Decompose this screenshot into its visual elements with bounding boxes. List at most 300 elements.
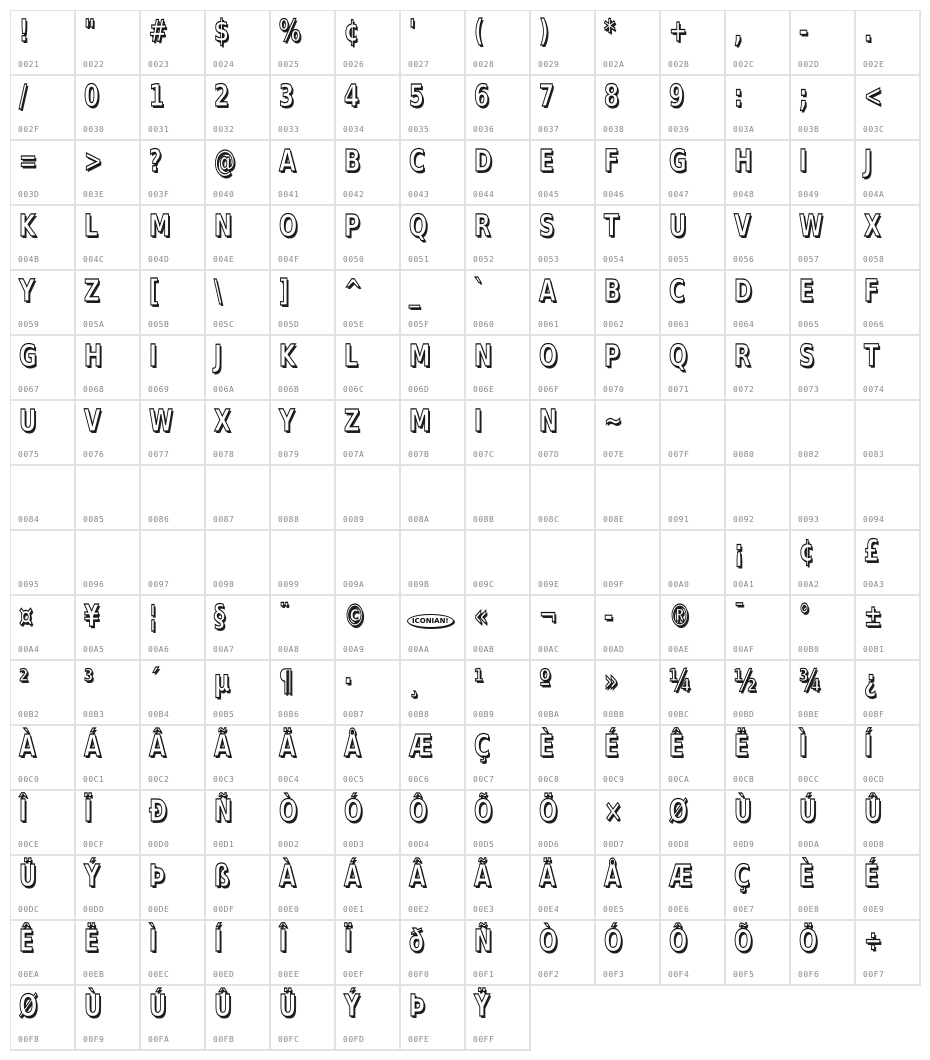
glyph-code-label: 0027 [408,60,430,69]
glyph-cell [11,921,76,986]
glyph-cell [336,76,401,141]
glyph-cell [11,791,76,856]
glyph-preview: ; [799,79,808,114]
glyph-code-label: 004F [278,255,300,264]
glyph-preview: ¨ [279,599,290,634]
glyph-preview: , [734,14,743,49]
glyph-code-label: 00CC [798,775,820,784]
logo-badge-glyph: ICONIAN! [407,614,454,628]
glyph-code-label: 0053 [538,255,560,264]
glyph-preview: > [84,144,103,179]
glyph-cell [401,531,466,596]
glyph-preview: Ú [149,989,167,1024]
glyph-cell [11,726,76,791]
glyph-preview: U [669,209,687,244]
glyph-code-label: 0043 [408,190,430,199]
glyph-cell [401,271,466,336]
glyph-code-label: 00C8 [538,775,560,784]
glyph-code-label: 0040 [213,190,235,199]
glyph-cell [401,466,466,531]
glyph-cell [531,206,596,271]
glyph-preview: ~ [604,404,623,439]
glyph-code-label: 007F [668,450,690,459]
glyph-cell [531,856,596,921]
glyph-preview: \ [214,274,222,309]
glyph-code-label: 0071 [668,385,690,394]
glyph-cell [401,986,466,1051]
glyph-code-label: 00B3 [83,710,105,719]
glyph-code-label: 002F [18,125,40,134]
glyph-code-label: 0070 [603,385,625,394]
glyph-preview: D [474,144,492,179]
glyph-code-label: 00E4 [538,905,560,914]
glyph-preview: ¸ [409,664,420,699]
glyph-code-label: 00A9 [343,645,365,654]
glyph-code-label: 00C0 [18,775,40,784]
glyph-preview: I [799,144,808,179]
glyph-cell [206,856,271,921]
glyph-preview: . [864,14,873,49]
glyph-code-label: 0029 [538,60,560,69]
glyph-cell [726,531,791,596]
glyph-code-label: 00BC [668,710,690,719]
glyph-cell [661,76,726,141]
glyph-preview: = [19,144,38,179]
glyph-code-label: 0059 [18,320,40,329]
glyph-cell [76,11,141,76]
glyph-cell [596,206,661,271]
glyph-preview: Ë [84,924,99,959]
glyph-preview: º [539,664,552,699]
glyph-code-label: 00BA [538,710,560,719]
glyph-cell [206,76,271,141]
glyph-code-label: 0055 [668,255,690,264]
glyph-preview: * [604,14,616,49]
glyph-code-label: 003E [83,190,105,199]
glyph-cell [661,11,726,76]
glyph-preview: P [604,339,620,374]
glyph-preview: Z [84,274,100,309]
glyph-code-label: 0023 [148,60,170,69]
glyph-code-label: 00F2 [538,970,560,979]
glyph-code-label: 00CB [733,775,755,784]
glyph-code-label: 00ED [213,970,235,979]
glyph-preview: Ú [799,794,817,829]
glyph-code-label: 00C5 [343,775,365,784]
glyph-code-label: 0067 [18,385,40,394]
glyph-cell [726,11,791,76]
glyph-preview: ´ [149,664,160,699]
glyph-preview: N [474,339,493,374]
glyph-cell [466,596,531,661]
glyph-cell [141,661,206,726]
glyph-code-label: 00F3 [603,970,625,979]
glyph-preview: J [864,144,873,179]
glyph-preview: Ý [344,989,360,1024]
glyph-cell [726,271,791,336]
glyph-cell [466,856,531,921]
glyph-code-label: 00BE [798,710,820,719]
glyph-preview: ± [864,599,883,634]
glyph-preview: Æ [669,859,693,894]
glyph-code-label: 00FB [213,1035,235,1044]
glyph-code-label: 00D1 [213,840,235,849]
glyph-preview: _ [409,274,420,309]
glyph-cell [401,921,466,986]
glyph-preview: " [84,14,96,49]
glyph-preview: Î [279,924,288,959]
glyph-code-label: 00D2 [278,840,300,849]
glyph-preview: Á [84,729,101,764]
glyph-preview: Æ [409,729,433,764]
glyph-code-label: 0084 [18,515,40,524]
glyph-code-label: 00B6 [278,710,300,719]
glyph-preview: Z [344,404,360,439]
glyph-preview: ¥ [84,599,100,634]
glyph-cell [726,76,791,141]
glyph-cell [206,11,271,76]
glyph-code-label: 0062 [603,320,625,329]
glyph-cell [466,466,531,531]
glyph-preview: J [214,339,223,374]
glyph-cell [141,466,206,531]
glyph-cell [661,401,726,466]
glyph-cell [596,531,661,596]
glyph-cell [11,401,76,466]
glyph-preview: # [149,14,168,49]
glyph-preview: © [344,599,366,634]
glyph-preview: Ô [669,924,688,959]
glyph-preview: N [539,404,558,439]
glyph-preview: ) [539,14,549,49]
glyph-code-label: 00D8 [668,840,690,849]
glyph-code-label: 0093 [798,515,820,524]
glyph-cell [596,11,661,76]
glyph-cell [11,531,76,596]
glyph-cell [726,661,791,726]
glyph-cell [726,596,791,661]
glyph-cell [141,271,206,336]
glyph-cell [856,661,921,726]
glyph-cell [76,336,141,401]
glyph-preview: Õ [734,924,753,959]
glyph-code-label: 009F [603,580,625,589]
glyph-cell [661,726,726,791]
glyph-cell [596,401,661,466]
glyph-cell [401,141,466,206]
glyph-cell [661,466,726,531]
glyph-cell [466,76,531,141]
glyph-code-label: 00E5 [603,905,625,914]
glyph-preview: Ü [279,989,297,1024]
glyph-code-label: 00AB [473,645,495,654]
glyph-code-label: 004B [18,255,40,264]
glyph-preview: Q [669,339,688,374]
glyph-preview: - [799,14,808,49]
glyph-code-label: 0051 [408,255,430,264]
glyph-preview: V [84,404,101,439]
glyph-preview: Â [149,729,166,764]
glyph-cell [726,206,791,271]
glyph-cell [336,11,401,76]
glyph-cell [271,661,336,726]
glyph-cell [466,986,531,1051]
glyph-cell [336,531,401,596]
glyph-preview: P [344,209,360,244]
glyph-cell [141,856,206,921]
glyph-cell [271,726,336,791]
glyph-cell [336,921,401,986]
glyph-code-label: 007C [473,450,495,459]
glyph-code-label: 0058 [863,255,885,264]
glyph-cell [336,791,401,856]
glyph-preview: Ý [84,859,100,894]
glyph-preview: N [214,209,233,244]
glyph-cell [206,531,271,596]
glyph-preview: Ê [669,729,684,764]
glyph-cell [466,531,531,596]
glyph-code-label: 004D [148,255,170,264]
glyph-code-label: 0060 [473,320,495,329]
glyph-preview: W [149,404,173,439]
glyph-preview: É [864,859,879,894]
glyph-preview: I [474,404,483,439]
glyph-cell [336,206,401,271]
glyph-preview: A [279,144,296,179]
glyph-code-label: 00AD [603,645,625,654]
glyph-preview: Ë [734,729,749,764]
glyph-code-label: 009E [538,580,560,589]
glyph-code-label: 00F4 [668,970,690,979]
glyph-preview: Á [344,859,361,894]
glyph-cell [596,921,661,986]
glyph-cell [76,76,141,141]
glyph-preview: % [279,14,301,49]
glyph-cell [76,921,141,986]
glyph-code-label: 0098 [213,580,235,589]
glyph-cell [791,726,856,791]
glyph-preview: L [344,339,358,374]
glyph-cell [856,791,921,856]
glyph-cell [11,271,76,336]
glyph-code-label: 00A2 [798,580,820,589]
glyph-preview: × [604,794,623,829]
glyph-preview: T [604,209,619,244]
glyph-preview: À [19,729,36,764]
glyph-code-label: 0024 [213,60,235,69]
glyph-cell [11,661,76,726]
glyph-preview: + [669,14,688,49]
glyph-cell [271,986,336,1051]
glyph-preview: À [279,859,296,894]
glyph-code-label: 00B5 [213,710,235,719]
glyph-code-label: 0057 [798,255,820,264]
glyph-code-label: 0025 [278,60,300,69]
glyph-preview: · [344,664,353,699]
glyph-code-label: 0086 [148,515,170,524]
glyph-code-label: 00DB [863,840,885,849]
glyph-preview: ² [19,664,29,699]
glyph-code-label: 005A [83,320,105,329]
glyph-cell [596,726,661,791]
glyph-code-label: 0078 [213,450,235,459]
glyph-preview: K [279,339,296,374]
glyph-cell [791,466,856,531]
glyph-cell [531,76,596,141]
glyph-code-label: 00FC [278,1035,300,1044]
glyph-preview: ¢ [344,14,360,49]
glyph-code-label: 00F1 [473,970,495,979]
glyph-code-label: 0044 [473,190,495,199]
glyph-code-label: 00DD [83,905,105,914]
glyph-preview: 5 [409,79,425,114]
glyph-code-label: 00EC [148,970,170,979]
glyph-cell [76,726,141,791]
glyph-cell [11,986,76,1051]
glyph-preview: U [19,404,37,439]
glyph-cell [661,531,726,596]
glyph-preview: C [669,274,685,309]
glyph-code-label: 00DC [18,905,40,914]
glyph-code-label: 00A4 [18,645,40,654]
glyph-preview: Ñ [474,924,493,959]
glyph-code-label: 006A [213,385,235,394]
glyph-cell [271,76,336,141]
glyph-preview: Ô [409,794,428,829]
glyph-preview: 3 [279,79,295,114]
glyph-cell [336,986,401,1051]
glyph-code-label: 00AE [668,645,690,654]
glyph-code-label: 009B [408,580,430,589]
glyph-code-label: 0039 [668,125,690,134]
glyph-code-label: 00B0 [798,645,820,654]
glyph-code-label: 005C [213,320,235,329]
glyph-preview: 0 [84,79,100,114]
glyph-preview: ! [19,14,29,49]
glyph-preview: A [539,274,556,309]
glyph-cell [531,11,596,76]
glyph-preview: ¤ [19,599,33,634]
glyph-cell [791,11,856,76]
glyph-cell [531,921,596,986]
glyph-preview: W [799,209,823,244]
glyph-cell [726,791,791,856]
glyph-cell [661,921,726,986]
glyph-cell [791,76,856,141]
glyph-preview: « [474,599,488,634]
glyph-preview: Y [279,404,295,439]
glyph-preview: X [214,404,231,439]
glyph-cell [596,661,661,726]
glyph-preview: E [799,274,814,309]
glyph-cell [11,336,76,401]
glyph-preview: X [864,209,881,244]
glyph-code-label: 003C [863,125,885,134]
glyph-cell [141,921,206,986]
glyph-code-label: 00D0 [148,840,170,849]
glyph-cell [141,401,206,466]
glyph-cell [726,921,791,986]
glyph-cell [271,531,336,596]
glyph-preview: K [19,209,36,244]
glyph-code-label: 00C2 [148,775,170,784]
glyph-code-label: 006D [408,385,430,394]
glyph-cell [141,76,206,141]
glyph-code-label: 0068 [83,385,105,394]
glyph-code-label: 0047 [668,190,690,199]
glyph-code-label: 00F9 [83,1035,105,1044]
glyph-code-label: 002A [603,60,625,69]
glyph-code-label: 00F0 [408,970,430,979]
glyph-cell [856,141,921,206]
glyph-preview: Ç [734,859,750,894]
glyph-code-label: 003F [148,190,170,199]
glyph-code-label: 008A [408,515,430,524]
glyph-cell [206,206,271,271]
glyph-code-label: 007D [538,450,560,459]
glyph-code-label: 00C7 [473,775,495,784]
glyph-code-label: 00F6 [798,970,820,979]
glyph-preview: Ò [279,794,298,829]
glyph-code-label: 0065 [798,320,820,329]
glyph-preview: M [149,209,171,244]
glyph-preview: / [19,79,27,114]
glyph-cell [271,921,336,986]
glyph-cell [11,141,76,206]
glyph-code-label: 00D5 [473,840,495,849]
glyph-preview: C [409,144,425,179]
glyph-cell [76,466,141,531]
glyph-code-label: 00F5 [733,970,755,979]
glyph-preview: ¼ [669,664,692,699]
glyph-code-label: 0083 [863,450,885,459]
glyph-code-label: 00F7 [863,970,885,979]
glyph-code-label: 0099 [278,580,300,589]
glyph-preview: M [409,339,431,374]
glyph-preview: : [734,79,743,114]
glyph-code-label: 0048 [733,190,755,199]
glyph-cell [336,466,401,531]
glyph-preview: Ï [84,794,93,829]
glyph-preview: Î [19,794,28,829]
glyph-code-label: 005B [148,320,170,329]
glyph-code-label: 0030 [83,125,105,134]
glyph-cell [856,856,921,921]
glyph-code-label: 00E8 [798,905,820,914]
glyph-code-label: 0021 [18,60,40,69]
glyph-cell [336,401,401,466]
glyph-cell [401,11,466,76]
glyph-preview: V [734,209,751,244]
glyph-code-label: 00CD [863,775,885,784]
glyph-preview: ' [409,14,416,49]
glyph-preview: $ [214,14,230,49]
glyph-code-label: 0028 [473,60,495,69]
glyph-preview: § [214,599,225,634]
glyph-code-label: 0056 [733,255,755,264]
glyph-preview: ® [669,599,691,634]
glyph-cell [856,271,921,336]
glyph-preview: ¶ [279,664,293,699]
glyph-code-label: 00B7 [343,710,365,719]
glyph-code-label: 00A7 [213,645,235,654]
glyph-code-label: 0054 [603,255,625,264]
glyph-code-label: 007E [603,450,625,459]
glyph-code-label: 002B [668,60,690,69]
glyph-cell [856,531,921,596]
glyph-cell [206,336,271,401]
glyph-code-label: 00EB [83,970,105,979]
